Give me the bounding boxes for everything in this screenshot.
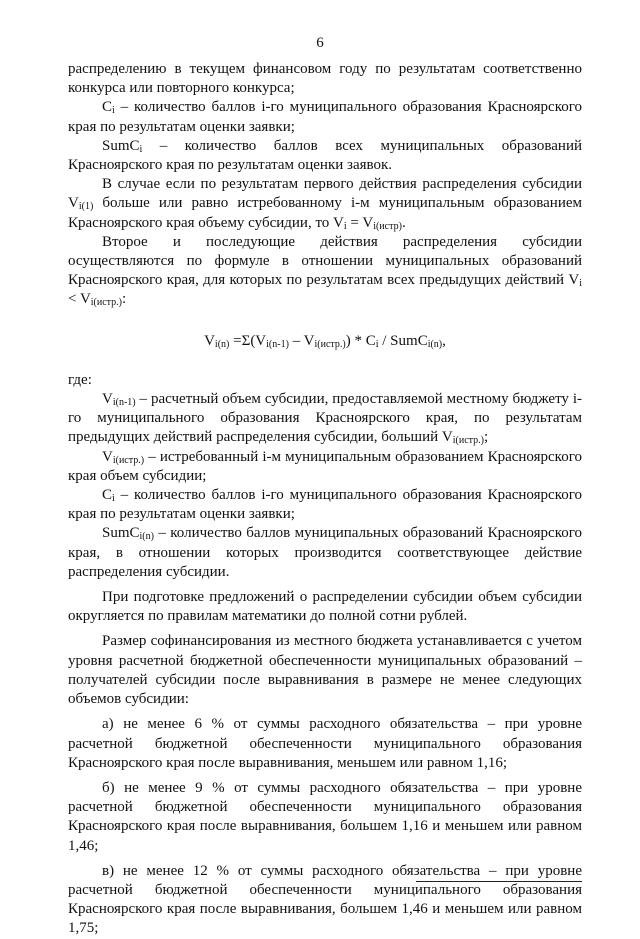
paragraph-vin1-definition: $V_{i(n-1)}$ – расчетный объем субсидии, предоставляемой местному бюджету i-го муниципального образования Красноярского края, по результатам предыдущих действий распределения субсидии, больший $V_{i(истр.)}$; bbox=[68, 391, 582, 447]
paragraph-ci-definition: $C_i$ – количество баллов i-го муниципального образования Красноярского края по результатам оценки заявки; bbox=[68, 99, 582, 135]
list-item-b: б) не менее 9 % от суммы расходного обязательства – при уровне расчетной бюджетной обеспеченности муниципального образования Красноярского края после выравнивания, большем 1,16 и меньшем или равном 1,46; bbox=[68, 779, 582, 854]
document-body bbox=[68, 60, 582, 939]
paragraph-sumci-definition: SumC$_i$ – количество баллов всех муниципальных образований Красноярского края по результатам оценки заявок. bbox=[68, 137, 582, 174]
paragraph-first-action: В случае если по результатам первого действия распределения субсидии $V_{i(1)}$ больше или равно истребованному i-м муниципальным образованием Красноярского края объему субсидии, то $V_i = V_{i(истр)}$. bbox=[68, 176, 582, 232]
list-item-a: а) не менее 6 % от суммы расходного обязательства – при уровне расчетной бюджетной обеспеченности муниципального образования Красноярского края после выравнивания, меньшем или равном 1,16; bbox=[68, 716, 582, 771]
footer-divider bbox=[416, 881, 582, 882]
paragraph-cofinancing: Размер софинансирования из местного бюджета устанавливается с учетом уровня расчетной бюджетной обеспеченности муниципальных образований – получателей субсидии после выравнивания в размере не менее следующих объемов субсидии: bbox=[68, 633, 582, 708]
paragraph-rounding: При подготовке предложений о распределении субсидии объем субсидии округляется по правилам математики до полной сотни рублей. bbox=[68, 589, 582, 625]
paragraph-vistr-definition: $V_{i(истр.)}$ – истребованный i-м муниципальным образованием Красноярского края объем субсидии; bbox=[68, 448, 582, 484]
page-number: 6 bbox=[316, 35, 324, 51]
paragraph-sumcin-definition: SumC$_{i(n)}$ – количество баллов муниципальных образований Красноярского края, в отношении которых производится соответствующее действие распределения субсидии. bbox=[68, 525, 582, 580]
paragraph-continuation: распределению в текущем финансовом году по результатам соответственно конкурса или повторного конкурса; bbox=[68, 61, 582, 97]
list-item-c: в) не менее 12 % от суммы расходного обязательства – при уровне расчетной бюджетной обеспеченности муниципального образования Красноярского края после выравнивания, большем 1,46 и меньшем или равном 1,75; bbox=[68, 862, 582, 937]
distribution-formula: $V_{i(n)} =\Sigma(V_{i(n-1)} - V_{i(истр.)}) * C_i$ / SumC$_{i(n)}$, bbox=[204, 332, 446, 350]
paragraph-subsequent-actions: Второе и последующие действия распределения субсидии осуществляются по формуле в отношении муниципальных образований Красноярского края, для которых по результатам всех предыдущих действий $V_i < V_{i(истр.)}$: bbox=[68, 233, 582, 309]
where-label: где: bbox=[68, 371, 92, 388]
paragraph-ci-definition-2: $C_i$ – количество баллов i-го муниципального образования Красноярского края по результатам оценки заявки; bbox=[68, 487, 582, 523]
